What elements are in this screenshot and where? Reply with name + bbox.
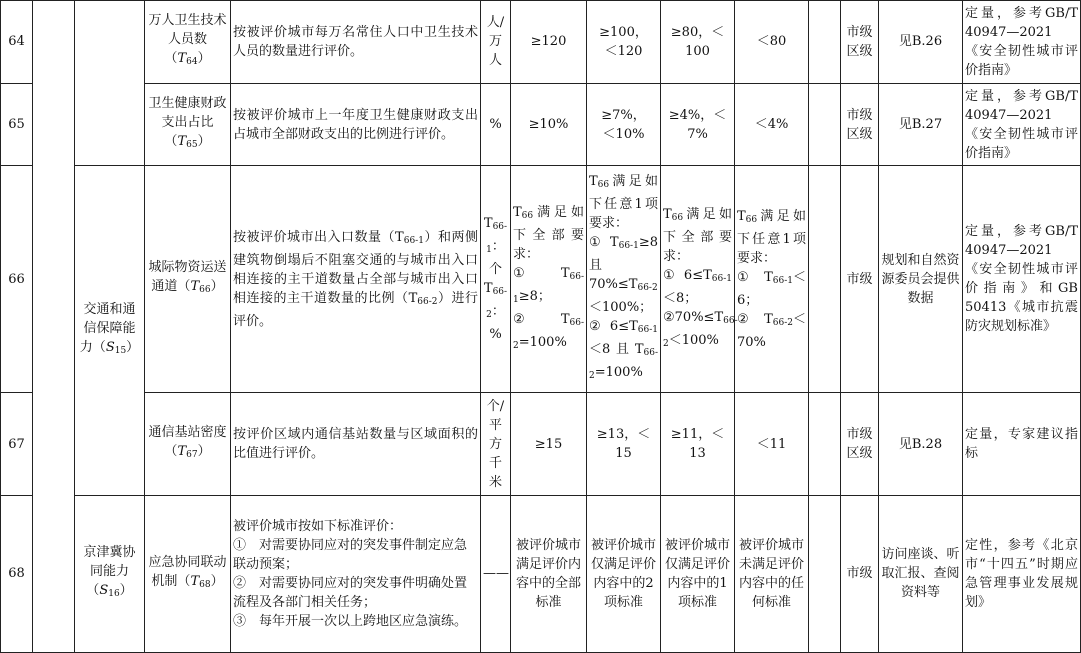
level-3-criterion: $T_{66}$满足如下全部要求： $①6\le T_{66-1}<8$； $②70\%\le T_{66-2}<100\%$ bbox=[661, 166, 735, 393]
remark: 定量，参考GB/T 40947—2021《安全韧性城市评价指南》和GB 50413《城市抗震防灾规划标准》 bbox=[963, 166, 1081, 393]
data-source: 访问座谈、听取汇报、查阅资料等 bbox=[879, 495, 963, 652]
unit: $T_{66-1}$：个 $T_{66-2}$：% bbox=[481, 166, 511, 393]
level-1-criterion: ≥15 bbox=[511, 393, 587, 496]
category-cell: 交通和通 信保障能 力$(S_{15})$ bbox=[75, 166, 145, 496]
evaluation-method: 被评价城市按如下标准评价： ① 对需要协同应对的突发事件制定应急联动预案； ② 对需要协同应对的突发事件明确处置流程及各部门相关任务； ③ 每年开展一次以上跨地区应急演练。 bbox=[231, 495, 481, 652]
empty-cell bbox=[809, 495, 841, 652]
level-2-criterion: $T_{66}$满足如下任意1项要求： $①T_{66-1}\ge 8$且$70\%\le T_{66-2}<100\%$； $②6\le T_{66-1}<8$且$T_{66-2}=100\%$ bbox=[587, 166, 661, 393]
level-1-criterion: 被评价城市满足评价内容中的全部标准 bbox=[511, 495, 587, 652]
remark: 定量，参考GB/T 40947—2021《安全韧性城市评价指南》 bbox=[963, 1, 1081, 84]
unit: —— bbox=[481, 495, 511, 652]
evaluation-level: 市级 bbox=[841, 166, 879, 393]
indicator-name: 万人卫生技术 人员数$(T_{64})$ bbox=[145, 1, 231, 84]
row-number: 68 bbox=[1, 495, 33, 652]
level-3-criterion: ≥80，＜100 bbox=[661, 1, 735, 84]
evaluation-method: 按被评价城市出入口数量$(T_{66-1})$和两侧建筑物倒塌后不阻塞交通的与城市出入口相连接的主干道数量占全部与城市出入口相连接的主干道数量的比例$(T_{66-2})$进行评价。 bbox=[231, 166, 481, 393]
evaluation-level: 市级区级 bbox=[841, 393, 879, 496]
level-2-criterion: ≥13，＜15 bbox=[587, 393, 661, 496]
data-source: 见B.26 bbox=[879, 1, 963, 84]
level-4-criterion: 被评价城市未满足评价内容中的任何标准 bbox=[735, 495, 809, 652]
row-number: 67 bbox=[1, 393, 33, 496]
evaluation-method: 按被评价城市上一年度卫生健康财政支出占城市全部财政支出的比例进行评价。 bbox=[231, 83, 481, 166]
remark: 定量，参考GB/T 40947—2021《安全韧性城市评价指南》 bbox=[963, 83, 1081, 166]
category-cell-empty bbox=[75, 1, 145, 166]
unit: 个/平方千米 bbox=[481, 393, 511, 496]
level-4-criterion: $T_{66}$满足如下任意1项要求： $①T_{66-1}<6$； $②T_{66-2}<70\%$ bbox=[735, 166, 809, 393]
table-row bbox=[1, 1, 1081, 84]
empty-cell bbox=[809, 1, 841, 84]
indicator-name: 通信基站密度 $(T_{67})$ bbox=[145, 393, 231, 496]
level-4-criterion: ＜4% bbox=[735, 83, 809, 166]
empty-cell bbox=[809, 393, 841, 496]
indicator-name: 卫生健康财政 支出占比 $(T_{65})$ bbox=[145, 83, 231, 166]
evaluation-level: 市级区级 bbox=[841, 1, 879, 84]
level-3-criterion: ≥4%，＜7% bbox=[661, 83, 735, 166]
level-1-criterion: ≥10% bbox=[511, 83, 587, 166]
category-cell: 京津冀协 同能力 $(S_{16})$ bbox=[75, 495, 145, 652]
empty-cell bbox=[809, 83, 841, 166]
table-row bbox=[1, 83, 1081, 166]
data-source: 规划和自然资源委员会提供数据 bbox=[879, 166, 963, 393]
level-2-criterion: 被评价城市仅满足评价内容中的2项标准 bbox=[587, 495, 661, 652]
remark: 定性，参考《北京市“十四五”时期应急管理事业发展规划》 bbox=[963, 495, 1081, 652]
evaluation-level: 市级区级 bbox=[841, 83, 879, 166]
level-2-criterion: ≥7%， ＜10% bbox=[587, 83, 661, 166]
level-3-criterion: ≥11，＜13 bbox=[661, 393, 735, 496]
empty-cell bbox=[809, 166, 841, 393]
table-row bbox=[1, 495, 1081, 652]
indicator-name: 城际物资运送 通道$(T_{66})$ bbox=[145, 166, 231, 393]
evaluation-method: 按评价区域内通信基站数量与区域面积的比值进行评价。 bbox=[231, 393, 481, 496]
unit: % bbox=[481, 83, 511, 166]
blank-column-cell bbox=[33, 1, 75, 653]
level-1-criterion: ≥120 bbox=[511, 1, 587, 84]
data-source: 见B.28 bbox=[879, 393, 963, 496]
row-number: 66 bbox=[1, 166, 33, 393]
level-3-criterion: 被评价城市仅满足评价内容中的1项标准 bbox=[661, 495, 735, 652]
evaluation-method: 按被评价城市每万名常住人口中卫生技术人员的数量进行评价。 bbox=[231, 1, 481, 84]
table-row bbox=[1, 166, 1081, 393]
level-1-criterion: $T_{66}$满足如下全部要求： $①T_{66-1}\ge 8$； $②T_{66-2}=100\%$ bbox=[511, 166, 587, 393]
row-number: 64 bbox=[1, 1, 33, 84]
unit: 人/万人 bbox=[481, 1, 511, 84]
row-number: 65 bbox=[1, 83, 33, 166]
level-2-criterion: ≥100， ＜120 bbox=[587, 1, 661, 84]
table-row bbox=[1, 393, 1081, 496]
remark: 定量，专家建议指标 bbox=[963, 393, 1081, 496]
evaluation-level: 市级 bbox=[841, 495, 879, 652]
level-4-criterion: ＜80 bbox=[735, 1, 809, 84]
indicator-name: 应急协同联动 机制$(T_{68})$ bbox=[145, 495, 231, 652]
level-4-criterion: ＜11 bbox=[735, 393, 809, 496]
data-source: 见B.27 bbox=[879, 83, 963, 166]
